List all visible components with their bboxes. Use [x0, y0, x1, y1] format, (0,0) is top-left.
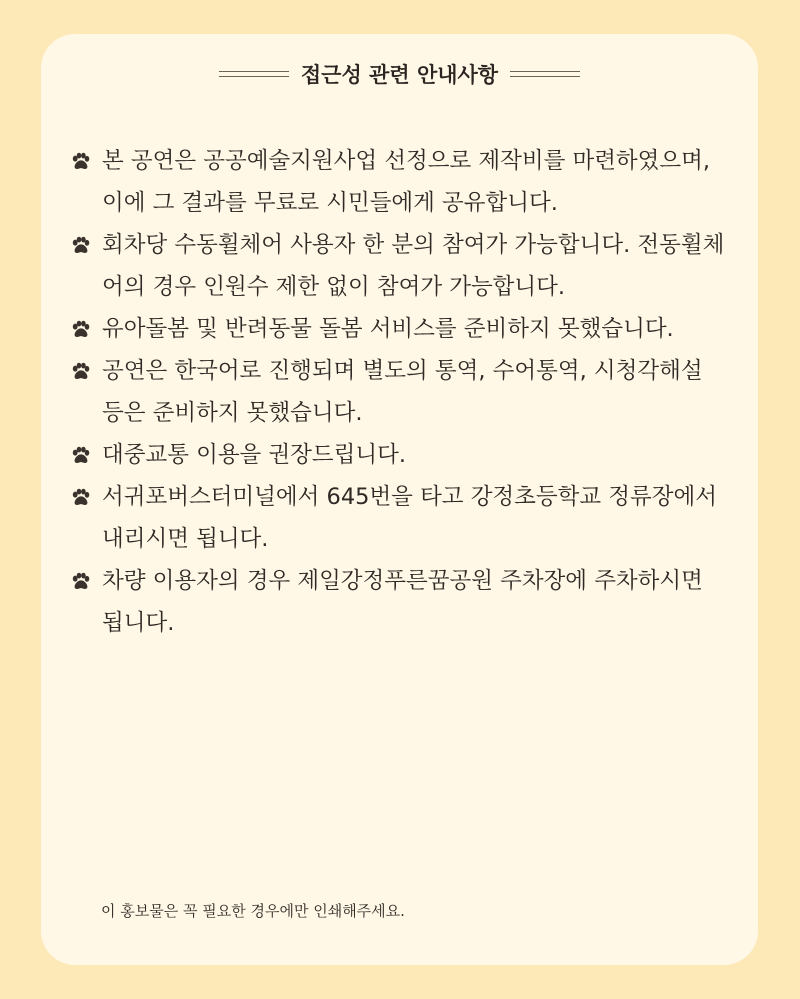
- paw-icon: [71, 488, 91, 506]
- notice-card: [41, 34, 758, 965]
- list-item: [71, 308, 731, 350]
- paw-icon: [71, 446, 91, 464]
- list-item: [71, 476, 731, 560]
- paw-icon: [71, 236, 91, 254]
- item-text: 대중교통 이용을 권장드립니다.: [102, 442, 407, 468]
- item-text: 본 공연은 공공예술지원사업 선정으로 제작비를 마련하였으며, 이에 그 결과를 무료로 시민들에게 공유합니다.: [102, 148, 711, 216]
- paw-icon: [71, 362, 91, 380]
- paw-icon: [71, 572, 91, 590]
- page-title: 접근성 관련 안내사항: [300, 63, 499, 87]
- list-item: [71, 224, 731, 308]
- notice-list: [71, 140, 731, 644]
- list-item: [71, 350, 731, 434]
- item-text: 회차당 수동휠체어 사용자 한 분의 참여가 가능합니다. 전동휠체어의 경우 인원수 제한 없이 참여가 가능합니다.: [102, 232, 725, 300]
- item-text: 유아돌봄 및 반려동물 돌봄 서비스를 준비하지 못했습니다.: [102, 316, 674, 342]
- paw-icon: [71, 320, 91, 338]
- print-notice: 이 홍보물은 꼭 필요한 경우에만 인쇄해주세요.: [101, 902, 405, 920]
- item-text: 서귀포버스터미널에서 645번을 타고 강정초등학교 정류장에서 내리시면 됩니다.: [102, 484, 717, 552]
- title-row: [41, 56, 758, 92]
- title-right-rule: [510, 71, 580, 77]
- list-item: [71, 140, 731, 224]
- item-text: 차량 이용자의 경우 제일강정푸른꿈공원 주차장에 주차하시면 됩니다.: [102, 568, 703, 636]
- list-item: [71, 560, 731, 644]
- list-item: [71, 434, 731, 476]
- title-left-rule: [219, 71, 289, 77]
- paw-icon: [71, 152, 91, 170]
- item-text: 공연은 한국어로 진행되며 별도의 통역, 수어통역, 시청각해설 등은 준비하지 못했습니다.: [102, 358, 703, 426]
